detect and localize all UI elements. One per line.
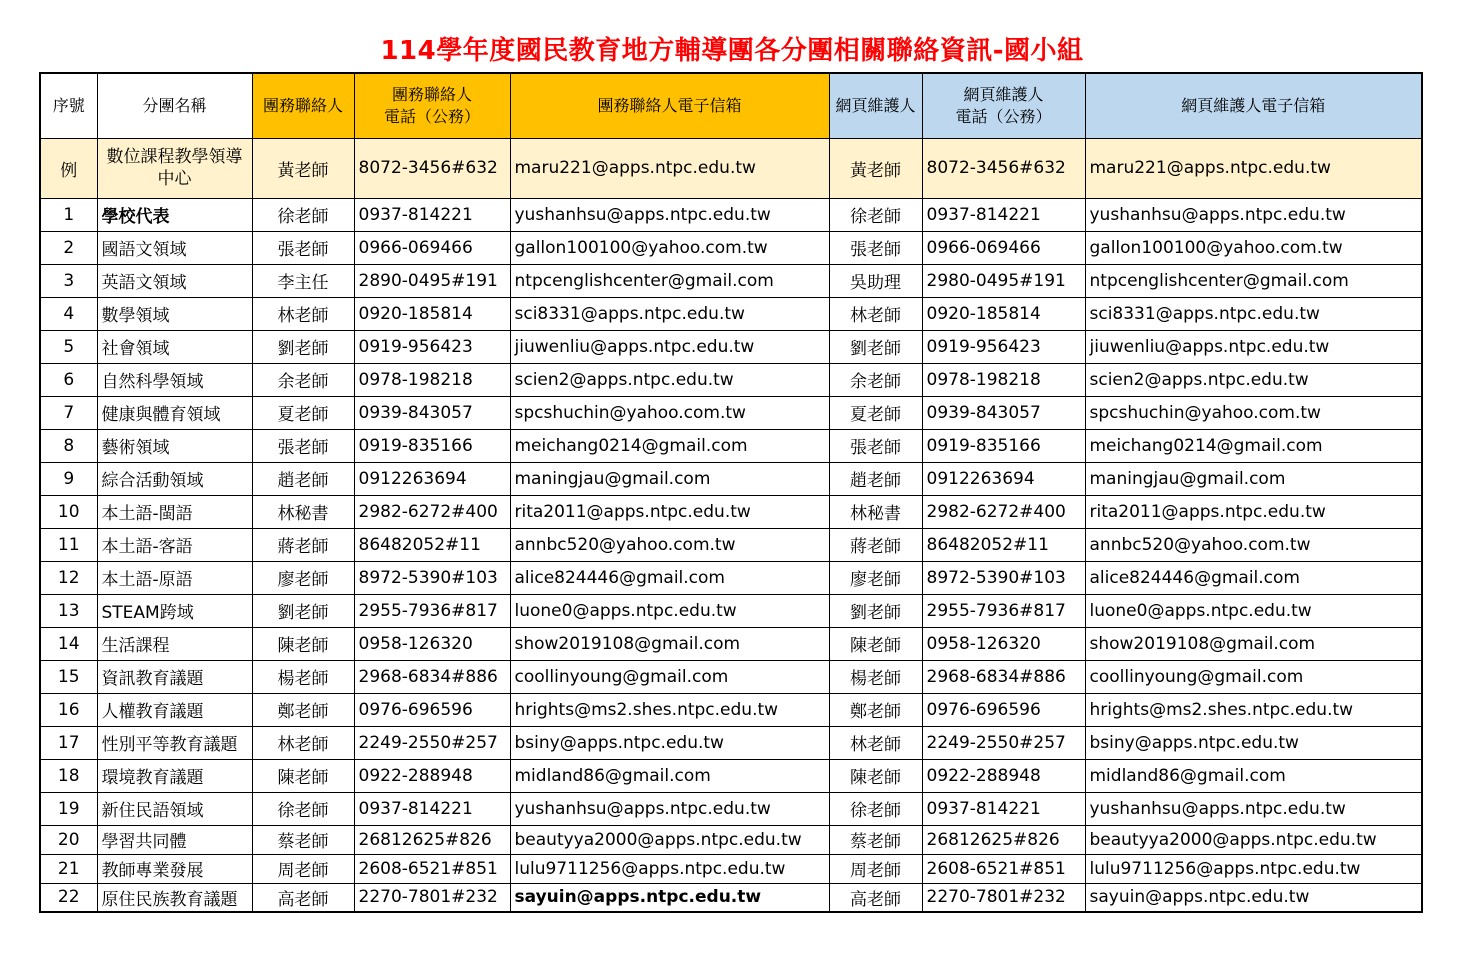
cell-name: 藝術領域: [97, 429, 252, 462]
cell-contact: 楊老師: [252, 660, 354, 693]
cell-web-email: sayuin@apps.ntpc.edu.tw: [1085, 883, 1422, 912]
cell-web: 劉老師: [829, 330, 922, 363]
cell-contact: 劉老師: [252, 594, 354, 627]
cell-web-phone: 0919-956423: [922, 330, 1085, 363]
cell-web-email: jiuwenliu@apps.ntpc.edu.tw: [1085, 330, 1422, 363]
header-contact: 團務聯絡人: [252, 73, 354, 138]
cell-seq: 2: [40, 231, 97, 264]
cell-name: 環境教育議題: [97, 759, 252, 792]
contact-table: [39, 72, 1423, 913]
example-name-line1: 數位課程教學領導: [106, 147, 243, 167]
table-row: [40, 561, 1422, 594]
header-web: 網頁維護人: [829, 73, 922, 138]
cell-name: STEAM跨域: [97, 594, 252, 627]
cell-seq: 1: [40, 198, 97, 231]
cell-email: show2019108@gmail.com: [510, 627, 829, 660]
header-row: [40, 73, 1422, 138]
cell-contact: 廖老師: [252, 561, 354, 594]
cell-seq: 14: [40, 627, 97, 660]
cell-web-phone: 0939-843057: [922, 396, 1085, 429]
cell-web-phone: 0912263694: [922, 462, 1085, 495]
cell-phone: 26812625#826: [354, 825, 510, 854]
example-phone: 8072-3456#632: [354, 138, 510, 198]
table-row: [40, 297, 1422, 330]
cell-contact: 李主任: [252, 264, 354, 297]
table-row: [40, 693, 1422, 726]
cell-phone: 0966-069466: [354, 231, 510, 264]
cell-name: 新住民語領域: [97, 792, 252, 825]
cell-contact: 林秘書: [252, 495, 354, 528]
cell-web-email: ntpcenglishcenter@gmail.com: [1085, 264, 1422, 297]
cell-web-phone: 0937-814221: [922, 198, 1085, 231]
cell-web: 林老師: [829, 297, 922, 330]
table-row: [40, 726, 1422, 759]
cell-email: scien2@apps.ntpc.edu.tw: [510, 363, 829, 396]
cell-phone: 0912263694: [354, 462, 510, 495]
cell-web-email: midland86@gmail.com: [1085, 759, 1422, 792]
cell-web-email: coollinyoung@gmail.com: [1085, 660, 1422, 693]
cell-seq: 6: [40, 363, 97, 396]
cell-phone: 8972-5390#103: [354, 561, 510, 594]
cell-contact: 余老師: [252, 363, 354, 396]
cell-phone: 2890-0495#191: [354, 264, 510, 297]
header-web-phone-line2: 電話（公務）: [955, 106, 1052, 126]
cell-web-phone: 0966-069466: [922, 231, 1085, 264]
cell-seq: 21: [40, 854, 97, 883]
example-seq: 例: [40, 138, 97, 198]
cell-web-phone: 2249-2550#257: [922, 726, 1085, 759]
cell-email: lulu9711256@apps.ntpc.edu.tw: [510, 854, 829, 883]
cell-name: 資訊教育議題: [97, 660, 252, 693]
cell-name: 教師專業發展: [97, 854, 252, 883]
table-row: [40, 594, 1422, 627]
cell-phone: 2270-7801#232: [354, 883, 510, 912]
cell-email: luone0@apps.ntpc.edu.tw: [510, 594, 829, 627]
cell-seq: 19: [40, 792, 97, 825]
cell-web-phone: 0922-288948: [922, 759, 1085, 792]
table-row: [40, 462, 1422, 495]
header-web-email: 網頁維護人電子信箱: [1085, 73, 1422, 138]
cell-web-phone: 0976-696596: [922, 693, 1085, 726]
cell-seq: 7: [40, 396, 97, 429]
cell-web-phone: 0958-126320: [922, 627, 1085, 660]
cell-name: 原住民族教育議題: [97, 883, 252, 912]
cell-web: 蔣老師: [829, 528, 922, 561]
example-web: 黃老師: [829, 138, 922, 198]
cell-phone: 2968-6834#886: [354, 660, 510, 693]
cell-email: hrights@ms2.shes.ntpc.edu.tw: [510, 693, 829, 726]
table-row: [40, 627, 1422, 660]
cell-web: 張老師: [829, 231, 922, 264]
cell-web-phone: 2982-6272#400: [922, 495, 1085, 528]
cell-web: 徐老師: [829, 792, 922, 825]
table-row: [40, 883, 1422, 912]
cell-email: jiuwenliu@apps.ntpc.edu.tw: [510, 330, 829, 363]
cell-web-phone: 8972-5390#103: [922, 561, 1085, 594]
table-row: [40, 198, 1422, 231]
cell-name: 學校代表: [97, 198, 252, 231]
cell-phone: 0922-288948: [354, 759, 510, 792]
cell-email: annbc520@yahoo.com.tw: [510, 528, 829, 561]
cell-web: 趙老師: [829, 462, 922, 495]
cell-web: 蔡老師: [829, 825, 922, 854]
cell-web-email: annbc520@yahoo.com.tw: [1085, 528, 1422, 561]
cell-email: ntpcenglishcenter@gmail.com: [510, 264, 829, 297]
cell-seq: 11: [40, 528, 97, 561]
cell-name: 性別平等教育議題: [97, 726, 252, 759]
cell-web: 高老師: [829, 883, 922, 912]
cell-web: 陳老師: [829, 627, 922, 660]
cell-email: yushanhsu@apps.ntpc.edu.tw: [510, 792, 829, 825]
cell-email: bsiny@apps.ntpc.edu.tw: [510, 726, 829, 759]
cell-name: 英語文領域: [97, 264, 252, 297]
cell-contact: 林老師: [252, 297, 354, 330]
cell-contact: 周老師: [252, 854, 354, 883]
cell-web-phone: 2608-6521#851: [922, 854, 1085, 883]
cell-seq: 18: [40, 759, 97, 792]
cell-phone: 86482052#11: [354, 528, 510, 561]
cell-contact: 張老師: [252, 231, 354, 264]
table-row: [40, 330, 1422, 363]
cell-web-email: meichang0214@gmail.com: [1085, 429, 1422, 462]
cell-web-email: maningjau@gmail.com: [1085, 462, 1422, 495]
cell-email: gallon100100@yahoo.com.tw: [510, 231, 829, 264]
cell-email: spcshuchin@yahoo.com.tw: [510, 396, 829, 429]
header-web-phone-line1: 網頁維護人: [963, 84, 1044, 104]
cell-web-phone: 0919-835166: [922, 429, 1085, 462]
cell-phone: 2982-6272#400: [354, 495, 510, 528]
cell-contact: 蔣老師: [252, 528, 354, 561]
cell-contact: 鄭老師: [252, 693, 354, 726]
cell-web-email: scien2@apps.ntpc.edu.tw: [1085, 363, 1422, 396]
cell-web: 夏老師: [829, 396, 922, 429]
cell-phone: 0939-843057: [354, 396, 510, 429]
cell-contact: 陳老師: [252, 627, 354, 660]
cell-web-phone: 0920-185814: [922, 297, 1085, 330]
cell-email: coollinyoung@gmail.com: [510, 660, 829, 693]
cell-phone: 2955-7936#817: [354, 594, 510, 627]
cell-web: 林老師: [829, 726, 922, 759]
cell-contact: 劉老師: [252, 330, 354, 363]
cell-contact: 徐老師: [252, 198, 354, 231]
example-contact: 黃老師: [252, 138, 354, 198]
cell-web: 鄭老師: [829, 693, 922, 726]
example-row: [40, 138, 1422, 198]
header-email: 團務聯絡人電子信箱: [510, 73, 829, 138]
cell-name: 社會領域: [97, 330, 252, 363]
cell-phone: 2249-2550#257: [354, 726, 510, 759]
cell-web-email: hrights@ms2.shes.ntpc.edu.tw: [1085, 693, 1422, 726]
example-web-phone: 8072-3456#632: [922, 138, 1085, 198]
cell-phone: 0958-126320: [354, 627, 510, 660]
cell-web-email: lulu9711256@apps.ntpc.edu.tw: [1085, 854, 1422, 883]
cell-phone: 0920-185814: [354, 297, 510, 330]
header-seq: 序號: [40, 73, 97, 138]
table-row: [40, 429, 1422, 462]
cell-phone: 0919-835166: [354, 429, 510, 462]
cell-contact: 夏老師: [252, 396, 354, 429]
table-row: [40, 363, 1422, 396]
cell-name: 健康與體育領域: [97, 396, 252, 429]
table-row: [40, 825, 1422, 854]
cell-web-email: show2019108@gmail.com: [1085, 627, 1422, 660]
cell-web-email: bsiny@apps.ntpc.edu.tw: [1085, 726, 1422, 759]
cell-phone: 0976-696596: [354, 693, 510, 726]
cell-web: 陳老師: [829, 759, 922, 792]
cell-web: 吳助理: [829, 264, 922, 297]
cell-web-email: luone0@apps.ntpc.edu.tw: [1085, 594, 1422, 627]
table-row: [40, 528, 1422, 561]
cell-seq: 16: [40, 693, 97, 726]
cell-seq: 15: [40, 660, 97, 693]
example-name: [97, 138, 252, 198]
cell-seq: 9: [40, 462, 97, 495]
header-phone-line1: 團務聯絡人: [391, 84, 472, 104]
table-row: [40, 495, 1422, 528]
cell-web-email: rita2011@apps.ntpc.edu.tw: [1085, 495, 1422, 528]
cell-email: beautyya2000@apps.ntpc.edu.tw: [510, 825, 829, 854]
cell-web: 張老師: [829, 429, 922, 462]
header-phone-line2: 電話（公務）: [383, 106, 480, 126]
cell-web: 廖老師: [829, 561, 922, 594]
cell-web-email: sci8331@apps.ntpc.edu.tw: [1085, 297, 1422, 330]
example-web-email: maru221@apps.ntpc.edu.tw: [1085, 138, 1422, 198]
cell-web-phone: 0937-814221: [922, 792, 1085, 825]
cell-seq: 5: [40, 330, 97, 363]
cell-seq: 22: [40, 883, 97, 912]
cell-web-email: yushanhsu@apps.ntpc.edu.tw: [1085, 198, 1422, 231]
cell-name: 數學領域: [97, 297, 252, 330]
table-row: [40, 660, 1422, 693]
cell-seq: 4: [40, 297, 97, 330]
cell-name: 本土語-客語: [97, 528, 252, 561]
cell-contact: 徐老師: [252, 792, 354, 825]
cell-phone: 0919-956423: [354, 330, 510, 363]
header-phone: [354, 73, 510, 138]
cell-name: 人權教育議題: [97, 693, 252, 726]
table-row: [40, 792, 1422, 825]
cell-email: yushanhsu@apps.ntpc.edu.tw: [510, 198, 829, 231]
table-row: [40, 854, 1422, 883]
cell-phone: 0978-198218: [354, 363, 510, 396]
cell-web-phone: 2980-0495#191: [922, 264, 1085, 297]
cell-web-email: yushanhsu@apps.ntpc.edu.tw: [1085, 792, 1422, 825]
example-name-line2: 中心: [157, 169, 192, 189]
cell-seq: 20: [40, 825, 97, 854]
cell-web-phone: 0978-198218: [922, 363, 1085, 396]
cell-phone: 2608-6521#851: [354, 854, 510, 883]
cell-web: 徐老師: [829, 198, 922, 231]
cell-web: 林秘書: [829, 495, 922, 528]
cell-contact: 張老師: [252, 429, 354, 462]
cell-web-email: alice824446@gmail.com: [1085, 561, 1422, 594]
cell-name: 本土語-原語: [97, 561, 252, 594]
cell-seq: 8: [40, 429, 97, 462]
cell-web-phone: 86482052#11: [922, 528, 1085, 561]
cell-web: 楊老師: [829, 660, 922, 693]
cell-web-phone: 26812625#826: [922, 825, 1085, 854]
cell-seq: 10: [40, 495, 97, 528]
cell-contact: 趙老師: [252, 462, 354, 495]
cell-seq: 17: [40, 726, 97, 759]
cell-web-phone: 2270-7801#232: [922, 883, 1085, 912]
cell-email: midland86@gmail.com: [510, 759, 829, 792]
example-email: maru221@apps.ntpc.edu.tw: [510, 138, 829, 198]
cell-email: maningjau@gmail.com: [510, 462, 829, 495]
table-row: [40, 264, 1422, 297]
cell-web: 余老師: [829, 363, 922, 396]
cell-seq: 3: [40, 264, 97, 297]
cell-web: 劉老師: [829, 594, 922, 627]
cell-name: 學習共同體: [97, 825, 252, 854]
page-title: 114學年度國民教育地方輔導團各分團相關聯絡資訊-國小組: [380, 36, 1084, 66]
cell-name: 綜合活動領域: [97, 462, 252, 495]
cell-email: meichang0214@gmail.com: [510, 429, 829, 462]
cell-web-email: beautyya2000@apps.ntpc.edu.tw: [1085, 825, 1422, 854]
cell-contact: 林老師: [252, 726, 354, 759]
cell-web-email: spcshuchin@yahoo.com.tw: [1085, 396, 1422, 429]
cell-name: 自然科學領域: [97, 363, 252, 396]
cell-email: alice824446@gmail.com: [510, 561, 829, 594]
cell-web: 周老師: [829, 854, 922, 883]
cell-phone: 0937-814221: [354, 792, 510, 825]
cell-web-email: gallon100100@yahoo.com.tw: [1085, 231, 1422, 264]
cell-email: rita2011@apps.ntpc.edu.tw: [510, 495, 829, 528]
header-web-phone: [922, 73, 1085, 138]
cell-email: sci8331@apps.ntpc.edu.tw: [510, 297, 829, 330]
cell-phone: 0937-814221: [354, 198, 510, 231]
cell-seq: 13: [40, 594, 97, 627]
cell-contact: 陳老師: [252, 759, 354, 792]
table-row: [40, 759, 1422, 792]
cell-email: sayuin@apps.ntpc.edu.tw: [510, 883, 829, 912]
header-name: 分團名稱: [97, 73, 252, 138]
cell-web-phone: 2955-7936#817: [922, 594, 1085, 627]
cell-contact: 蔡老師: [252, 825, 354, 854]
cell-name: 生活課程: [97, 627, 252, 660]
cell-web-phone: 2968-6834#886: [922, 660, 1085, 693]
cell-name: 本土語-閩語: [97, 495, 252, 528]
cell-contact: 高老師: [252, 883, 354, 912]
table-row: [40, 396, 1422, 429]
cell-seq: 12: [40, 561, 97, 594]
table-row: [40, 231, 1422, 264]
cell-name: 國語文領域: [97, 231, 252, 264]
